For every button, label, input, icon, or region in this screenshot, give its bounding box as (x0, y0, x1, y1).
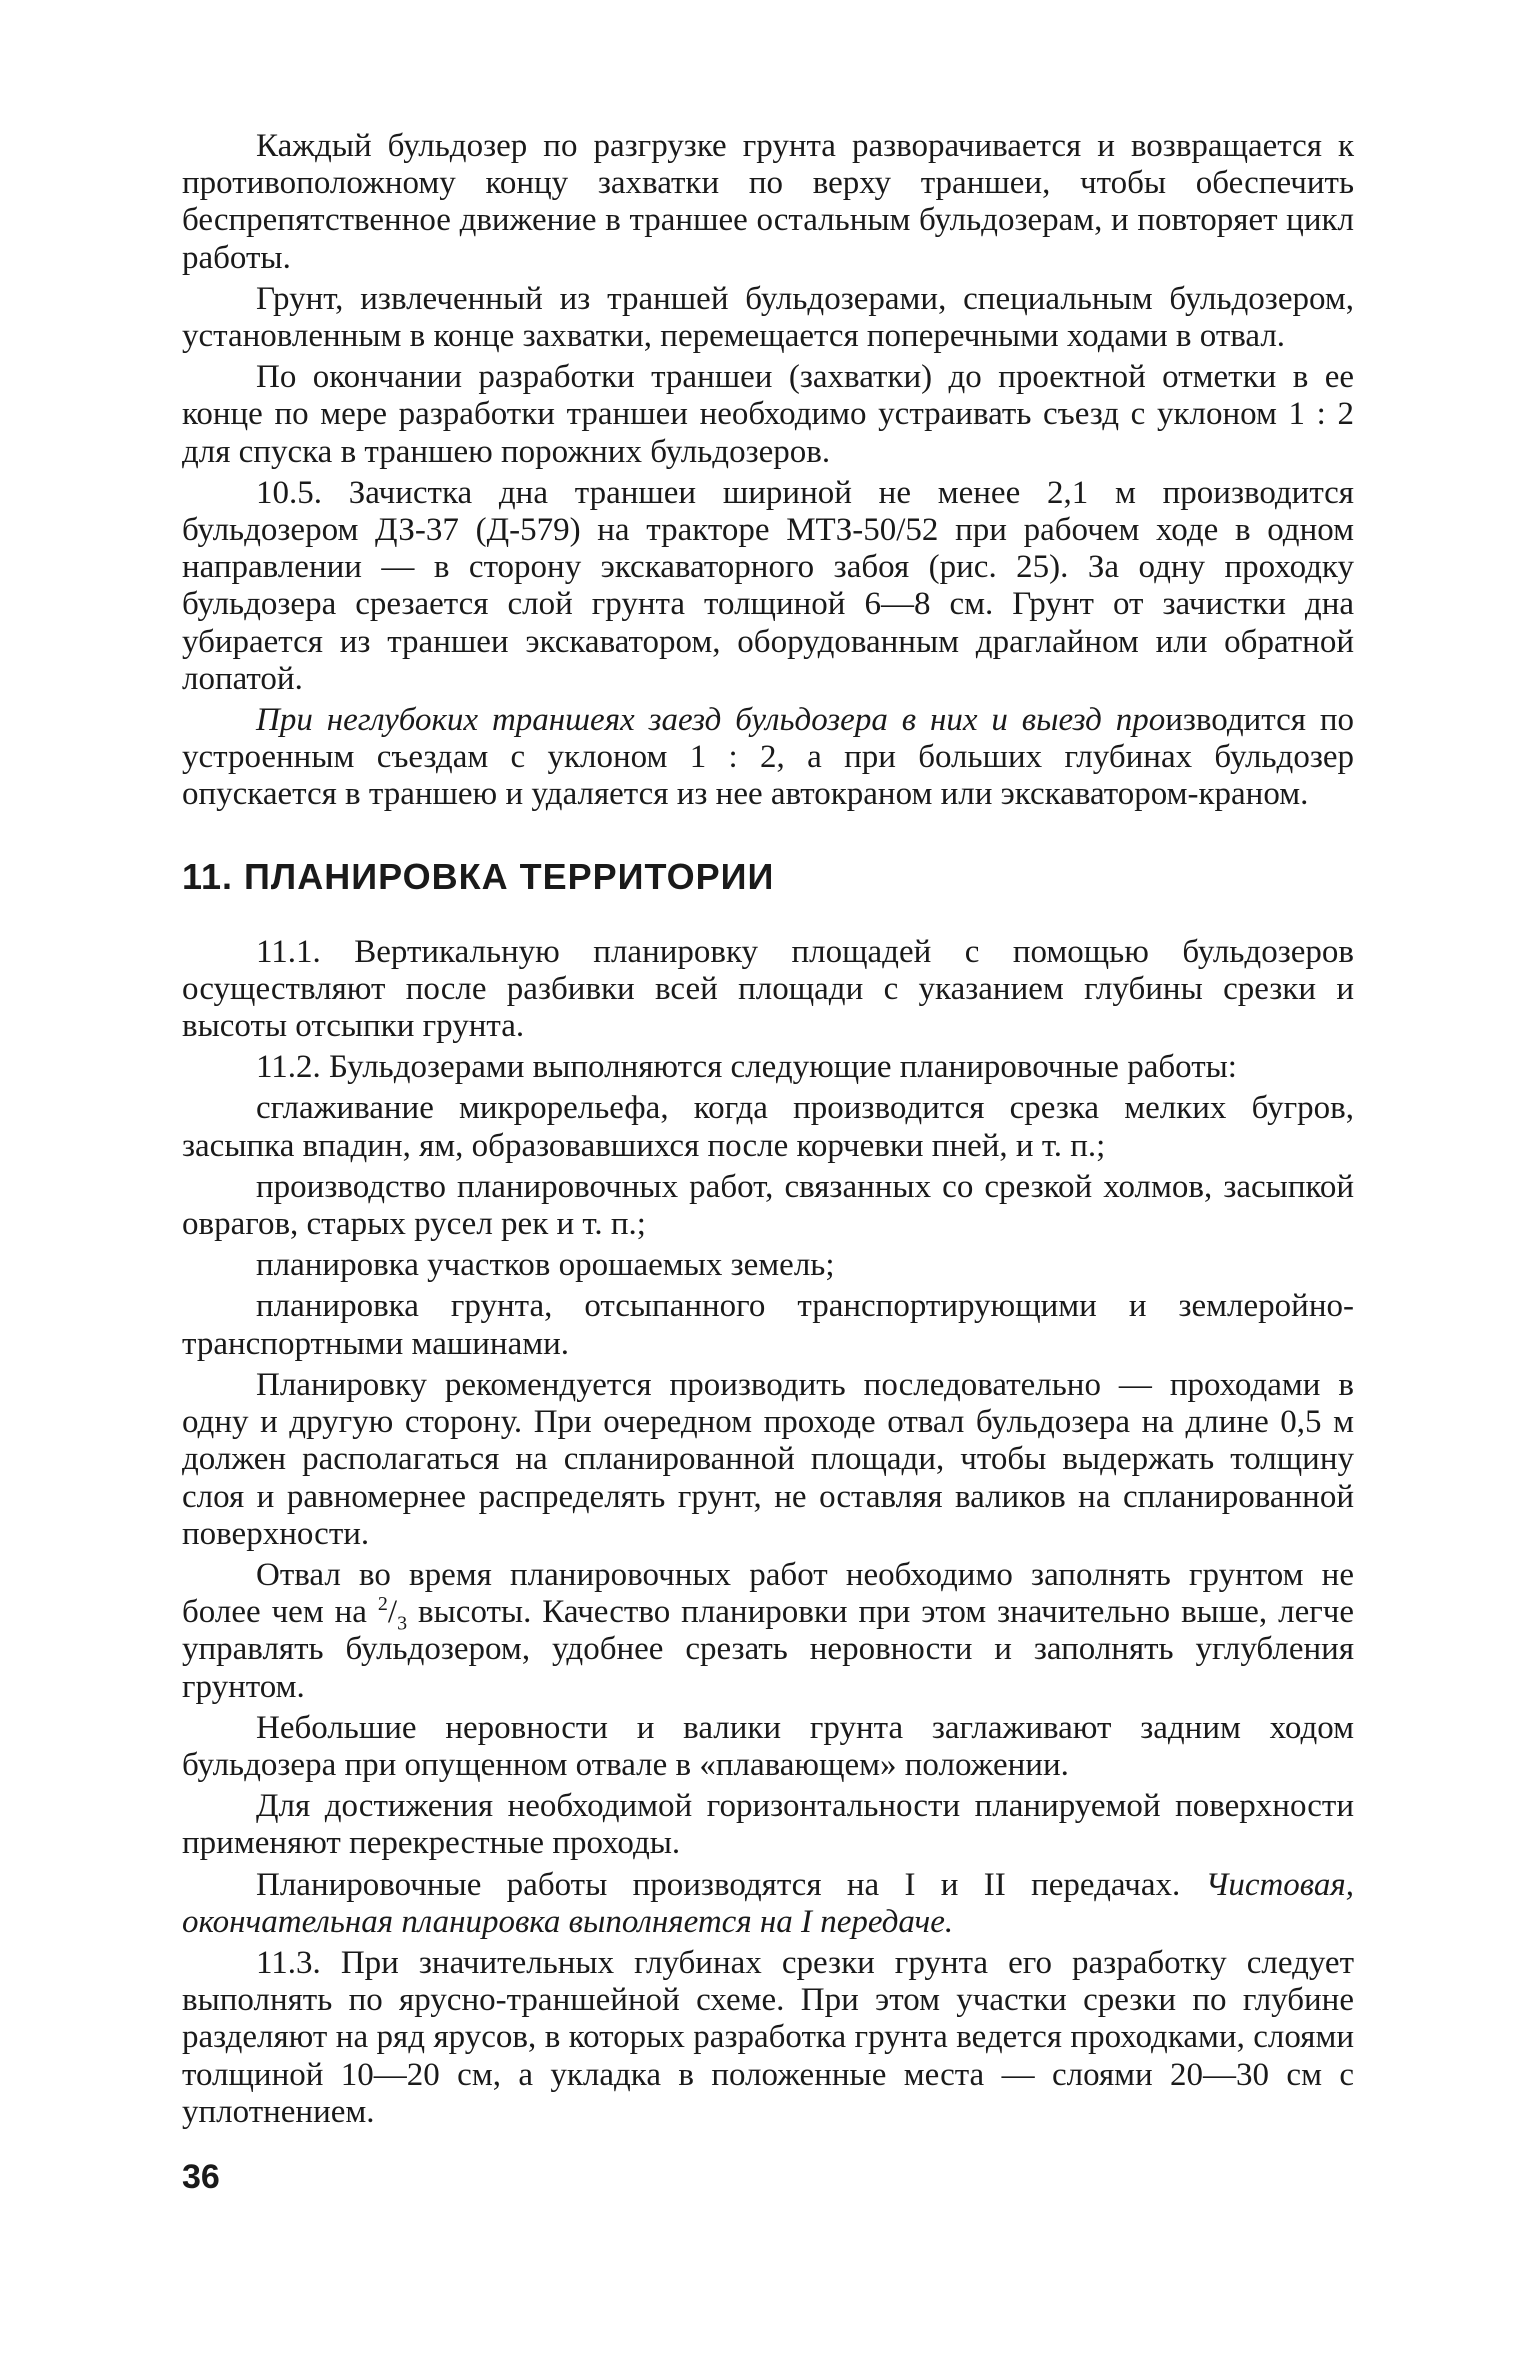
paragraph-3: По окончании разработки траншеи (захватки) до проектной отметки в ее конце по мере разработки траншеи необходимо устраивать съезд с уклоном 1 : 2 для спуска в траншею порожних бульдозеров. (182, 359, 1354, 470)
fraction-numerator: 2 (377, 1593, 388, 1616)
list-item: производство планировочных работ, связанных со срезкой холмов, засыпкой оврагов, старых русел рек и т. п.; (182, 1168, 1354, 1243)
paragraph-11-1: 11.1. Вертикальную планировку площадей с помощью бульдозеров осуществляют после разбивки всей площади с указанием глубины срезки и высоты отсыпки грунта. (182, 933, 1354, 1045)
paragraph-2: Грунт, извлеченный из траншей бульдозерами, специальным бульдозером, установленным в конце захватки, перемещается поперечными ходами в отвал. (182, 280, 1354, 355)
paragraph-gears (182, 1867, 1354, 1941)
paragraph-1: Каждый бульдозер по разгрузке грунта разворачивается и возвращается к противоположному концу захватки по верху траншеи, чтобы обеспечить беспрепятственное движение в траншее остальным бульдозерам, и повторяет цикл работы. (182, 128, 1354, 276)
paragraph-11-2: 11.2. Бульдозерами выполняются следующие планировочные работы: (256, 1049, 1237, 1086)
fraction-slash: / (387, 1594, 398, 1631)
paragraph-rest: изводится по устроенным съездам с уклоном 1 : 2, а при больших глубинах бульдозер опускается в траншею и удаляется из нее автокраном или экскаватором-краном. (182, 702, 1354, 813)
page-body (182, 128, 1354, 2135)
list-item: планировка грунта, отсыпанного транспортирующими и землеройно-транспортными машинами. (182, 1288, 1354, 1362)
paragraph-sequential: Планировку рекомендуется производить последовательно — проходами в одну и другую сторону. При очередном проходе отвал бульдозера на длине 0,5 м должен располагаться на спланированной площади, чтобы выдержать толщину слоя и равномернее распределять грунт, не оставляя валиков на спланированной поверхности. (182, 1366, 1354, 1552)
section-heading: 11. ПЛАНИРОВКА ТЕРРИТОРИИ (182, 855, 775, 897)
list-item: сглаживание микрорельефа, когда производится срезка мелких бугров, засыпка впадин, ям, образовавшихся после корчевки пней, и т. п.; (182, 1090, 1354, 1164)
page-number: 36 (182, 2158, 220, 2196)
paragraph-blade-fill (182, 1557, 1354, 1706)
fraction-denominator: 3 (397, 1612, 408, 1635)
fraction-after: высоты. Качество планировки при этом значительно выше, легче управлять бульдозером, удобнее срезать неровности и заполнять углубления грунтом. (182, 1594, 1354, 1705)
gears-normal: Планировочные работы производятся на I и II передачах. (256, 1866, 1206, 1903)
paragraph-shallow-trenches (182, 702, 1354, 814)
paragraph-11-3: 11.3. При значительных глубинах срезки грунта его разработку следует выполнять по ярусно-траншейной схеме. При этом участки срезки по глубине разделяют на ряд ярусов, в которых разработка грунта ведется проходками, слоями толщиной 10—20 см, а укладка в положенные места — слоями 20—30 см с уплотнением. (182, 1944, 1354, 2130)
italic-lead: При неглубоких траншеях заезд бульдозера в них и выезд про (256, 702, 1166, 739)
fraction-before: Отвал во время планировочных работ необходимо заполнять грунтом не более чем на (182, 1556, 1354, 1631)
gears-italic: Чистовая, окончательная планировка выполняется на I передаче. (182, 1866, 1354, 1940)
paragraph-10-5: 10.5. Зачистка дна траншеи шириной не менее 2,1 м производится бульдозером ДЗ-37 (Д-579) на тракторе МТЗ-50/52 при рабочем ходе в одном направлении — в сторону экскаваторного забоя (рис. 25). За одну проходку бульдозера срезается слой грунта толщиной 6—8 см. Грунт от зачистки дна убирается из траншеи экскаватором, оборудованным драглайном или обратной лопатой. (182, 474, 1354, 697)
paragraph-horizontality: Для достижения необходимой горизонтальности планируемой поверхности применяют перекрестные проходы. (182, 1788, 1354, 1862)
paragraph-small-bumps: Небольшие неровности и валики грунта заглаживают задним ходом бульдозера при опущенном отвале в «плавающем» положении. (182, 1709, 1354, 1783)
list-item: планировка участков орошаемых земель; (256, 1247, 835, 1284)
